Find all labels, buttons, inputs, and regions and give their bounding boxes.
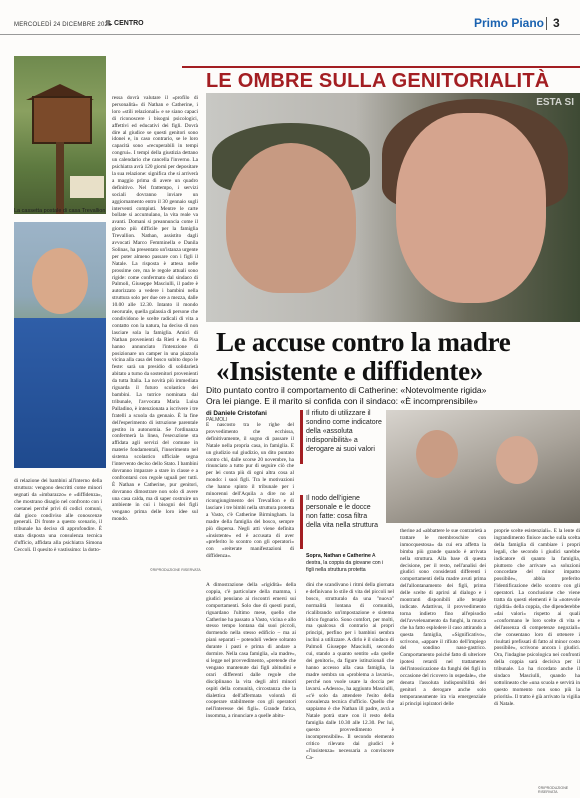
pull-quote-bar: [300, 495, 303, 549]
photo-overlay-text: ESTA SI: [536, 97, 574, 108]
subhead-line-2: Ora lei piange. E il marito si confida con il sindaco: «È incomprensibile»: [206, 396, 478, 406]
article-column-2: ressa dovrà valutare il «profilo di personalità» di Nathan e Catherine, i loro «stili relazionali» e se siano capaci di riconoscere i bisogni psicologici, affettivi ed educativi dei figli. Dovrà dire al giudice se questi genitori sono idonei e, in caso contrario, se le loro capacità sono «recuperabili in tempi congrui». I tempi della giustizia dettano un calendario che cancella l'inverno. La psichiatra avrà 120 giorni per depositare la sua relazione: significa che si arriverà a maggio prima di avere un quadro definitivo. Nel frattempo, i servizi sociali dovranno inviare un aggiornamento entro il 30 gennaio sugli interventi compiuti. Mentre le carte bollate si accumulano, la vita reale va avanti. Domani si preannuncia come il giorno più difficile per la famiglia Trevallion. Nathan, assistito dagli avvocati Marco Femminella e Danila Solinas, ha presentato un'istanza urgente per poter almeno passare con i figli il Natale. La risposta è attesa nelle prossime ore, ma le regole attuali sono rigide: come confermato dal sindaco di Palmoli, Giuseppe Masciulli, il padre è autorizzato a vedere i bambini nella struttura solo per due ore a mezza, dalle 10.00 alle 12.30. Intanto il mondo neorurale, quella galassia di persone che condividono le scelte radicali di vita a contatto con la natura, ha deciso di non lasciare sola la famiglia. Amici di Nathan provenienti da Rieti e da Pisa hanno annunciato l'intenzione di posizionare un camper in una piazzola vicina alla casa del bosco subito dopo le feste: sarà un presidio di solidarietà abitato a turno da sostenitori provenienti da tutta Italia. La novità più immediata riguarda il futuro scolastico dei bambini. La tutrice nominata dal tribunale, l'avvocata Maria Luisa Palladino, è intenzionata a iscrivere i tre fratelli a scuola da gennaio. È la fine dell'esperimento di istruzione parentale gestito in autonomia. Se l'ordinanza confermerà la linea, l'esecuzione sta affidata agli servizi del comune in materie fondamentali, l'inserimento nel sistema scolastico ufficiale segna l'intervento deciso dello Stato. I bambini dovranno imparare a stare in classe e a confrontarsi con regole uguali per tutti. È Nathan e Catherine, pur genitori, dovranno dimostrare non solo di avere una casa calda, ma di saper costruire un ambiente in cui i bisogni dei figli vengano prima delle loro idee sul mondo.: [112, 95, 198, 523]
page-number: 3: [553, 16, 560, 30]
section-name: Primo Piano: [474, 16, 545, 30]
header-separator: [546, 17, 547, 30]
kicker-rule: [182, 66, 580, 68]
copyright-credit: ©RIPRODUZIONE RISERVATA: [538, 786, 569, 794]
headline-line-1: Le accuse contro la madre: [216, 327, 511, 357]
headline: [216, 328, 580, 386]
article-column-4: dini che scandivano i ritmi della giornata e definivano lo stile di vita del piccoli nel bosco, strutturalo da una "nuova" normalità lontana di comunità, ricalibrando un'impostazione e sistema idrico fognario. Sono comfort, per molti, ma qualcosa di contrario ai propri principi, perfino per i bambini sembra inclini a utilizzare. A dirlo è il sindaco di Palmoli Giuseppe Masciulli, secondo cui, stando a quanto sentito «da quelle dei genitori», da figure istituzionali che hanno accesso alla casa famiglia, la madre sembra un «problema a lavarsi», perché non vuole usare la doccia per lavarsi. «Adesso», ha aggiunto Masciulli, «c'è solo da attendere l'esito della consulenza tecnica d'ufficio. Quello che sappiamo è che Nathan ill padre, avrà a Natale potrà stare con il resto della famiglia dalle 10.30 alle 12.30. Per lui, questo provvedimento è incomprensibile». Il secondo elemento critico rilevato dai giudici è «l'insistenza» necessaria a convincere Ca-: [306, 582, 394, 761]
article-column-3-bottom: A dimostrazione della «rigidità» della coppia, c'è particolare della mamma, i giudici pensiano ai riscontri emersi sui comportamenti. Solo due di questi punti, riguardano l'ultimo mese, quello che Catherine ha passato a Vasto, vicina e allo stesso tempo lontana dai suoi piccoli, dormendo nella stesso edificio – ma ai piani separati – potendoli vedere soltanto durante i pasti e prima di andare a dormire. Nella casa famiglia, «la madre», si legge nel provvedimento, «pretende che vengano mantenute dai figli abitudini e orari differenti dalle regole che disciplinano la vita degli altri minori ospiti della comunità, circostanza che la dialettica dell'affermata volontà di cooperare stabilmente con gli operatori nell'interesse dei figli». Grande fatica, insomma, a rinunciare a quelle abitu-: [206, 582, 296, 720]
couple-photo: [386, 410, 580, 523]
main-photo: [206, 93, 580, 322]
couple-caption: [306, 553, 386, 574]
kicker-title: LE OMBRE SULLA GENITORIALITÀ: [206, 70, 550, 92]
article-column-5: therine ad «abbattere le sue contrarietà a trattare le membroschire con inmocquestosa» da cui era affetta la bimba più grande quando è arrivata nella struttura. Alla base di questa decisione, per il resto, nell'analisi dei giudici sono considerati differenti i comportamenti della madre avuti prima dell'allontanamento dei figli, prima delle scelte di aprirsi al dialogo e i montranti disponibili alle terapie indicate. Adattivus, il provvedimento torna indietro fino all'episodio dell'avvelenamento da funghi, la mucca che ha fatto esplodere il caso attirando a questa famiglia, «Significativo», scrivono, «appare il rifiuto dell'impiego del sondino naso-gastrico. Comportamento poiché fatto di ulteriore ipotesi retardi nel trattamento dell'intossicazione da funghi dei figli in occasione del ricovero in ospedale», che denota l'assoluta indisponibilità dei genitori a derogare anche solo temporaneamente ira via emergenziale ai principi ispiratori delle: [400, 528, 486, 707]
couple-caption-text: A destra, la coppia da giovane con i figli nella struttura protetta: [306, 553, 384, 573]
page-header: [0, 0, 580, 40]
father-with-child-photo: [14, 222, 106, 468]
couple-caption-bold: Sopra, Nathan e Catherine: [306, 553, 371, 559]
pull-quote-1: Il rifiuto di utilizzare il sondino come indicatore della «assoluta indisponibilità» a derogare ai suoi valori: [306, 410, 382, 453]
dateline-place: PALMOLI: [206, 417, 228, 423]
copyright-credit: ©RIPRODUZIONE RISERVATA: [150, 568, 201, 572]
article-column-6: proprie scelte esistenziali». E la lente di ingrandimento finisce anche sulla scelta della famiglia di cambiare i propri legali, che secondo i giudici sarebbe indicatore di quanto la famiglia, piuttosto che arrivare «a soluzioni concordate del minor impatto possibile», abbia preferito l'identificazione dello scontro con gli operatori. La conclusione che viene tratta da questi elementi è la «notevole rigidità» della coppia, che dipenderebbe «dai valori» rispetto ai quali «conformano le loro scelte di vita e dell'assenza di competenze negoziali» che consentano loro di ottenere i risultati prefissati di fatto al minor costo possibile», scrivono ancora i giudici. Ora, l'indagine psicologica nei confronti della coppia sarà decisiva per il tribunale. Lo ha ricordato anche il sindaco Masciulli, quando ha sottolineato che «una scuola e servirà in questo momento non sono più la priorità». Il tratto è già arrivato la vigilia di Natale.: [494, 528, 580, 707]
header-rule: [0, 34, 580, 35]
headline-line-2: «Insistente e diffidente»: [216, 356, 483, 386]
byline: di Daniele Cristofani: [206, 410, 267, 417]
issue-date: MERCOLEDÌ 24 DICEMBRE 2025: [14, 22, 112, 28]
mailbox-photo: [14, 56, 106, 214]
mailbox-caption: La cassetta postale di casa Trevallion: [14, 208, 106, 214]
article-column-3-top: È nascosto tra le righe del provvedimento che ecchissa, definitivamente, il sogno di passare il Natale nella propria casa, in famiglia. E un giudizio sul giudizio, un dito puntato contro chi, dalle scorse 20 novembre, ha rinunciato a tutto pur di seguire ciò che per lei conta più di ogni altra cosa al mondo: i suoi figli. Tra le motivazioni che hanno spinto il tribunale per i minorenni dell'Aquila a dire no al ricongiungimento dei Trevallion e di lasciare i tre bimbi nella struttura protetta a Vasto, c'è Catherine Birmingham. la madre della famiglia del bosco, sempre più dispersa. Negli atti viene definita «insistente» ed è accusata di aver «preferito lo scontro con gli operatori» con «reiterate manifestazioni di diffidenza».: [206, 422, 294, 560]
pull-quote-bar: [300, 410, 303, 464]
newspaper-name: IL CENTRO: [106, 20, 144, 27]
pull-quote-2: Il nodo dell'igiene personale e le docce non fatte: cosa filtra della vita nella struttura: [306, 495, 378, 529]
subhead-line-1: Dito puntato contro il comportamento di Catherine: «Notevolmente rigida»: [206, 385, 487, 395]
subheadline: [206, 385, 580, 407]
article-column-left: di relazione dei bambini all'interno della struttura: vengono descritti come minori segnati da «imbarazzo» e «diffidenza», che mostrano disagio nel confronto con i coetanei perché privi di codici comuni, dal gioco condiviso alle conoscenze generali. Di fronte a questo scenario, il tribunale ha deciso di approfondire. È stata disposta una consulenza tecnica d'ufficio, affidata alla psichiatra Simona Ceccoli. Il quesito è vastissimo: la dotto-: [14, 478, 102, 554]
